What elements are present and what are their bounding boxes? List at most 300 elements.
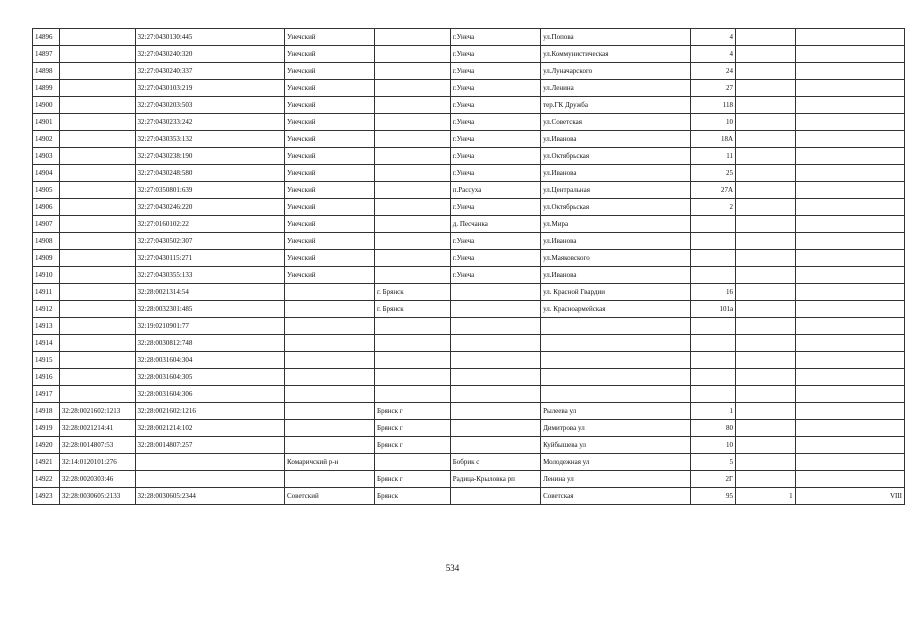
- cell-street: ул. Красной Гвардии: [541, 284, 691, 301]
- cell-row-number: 14911: [33, 284, 60, 301]
- table-row: [33, 284, 905, 301]
- cell-house-number: 10: [690, 437, 735, 454]
- cell-extra-info: [795, 165, 904, 182]
- cell-district: [285, 386, 375, 403]
- cell-extra-count: [736, 182, 796, 199]
- cell-street: [541, 318, 691, 335]
- cell-settlement: [450, 403, 540, 420]
- cell-house-number: 16: [690, 284, 735, 301]
- cell-settlement: г.Унеча: [450, 80, 540, 97]
- cell-extra-count: [736, 471, 796, 488]
- page-number: 534: [445, 563, 460, 573]
- table-row: [33, 403, 905, 420]
- cell-cadastral-number-parent: [59, 386, 135, 403]
- cell-row-number: 14904: [33, 165, 60, 182]
- cell-row-number: 14901: [33, 114, 60, 131]
- cell-extra-count: [736, 165, 796, 182]
- cell-district: Унечский: [285, 165, 375, 182]
- cell-extra-info: [795, 233, 904, 250]
- cell-extra-count: [736, 148, 796, 165]
- table-row: [33, 454, 905, 471]
- cell-district: Унечский: [285, 267, 375, 284]
- cell-cadastral-number: 32:27:0430203:503: [135, 97, 285, 114]
- cell-district: [285, 318, 375, 335]
- cell-settlement: г.Унеча: [450, 97, 540, 114]
- table-row: [33, 80, 905, 97]
- cell-district: [285, 335, 375, 352]
- cell-city: Брянск г: [375, 471, 451, 488]
- cell-cadastral-number-parent: [59, 165, 135, 182]
- cell-district: [285, 301, 375, 318]
- cell-district: [285, 369, 375, 386]
- cell-extra-info: [795, 97, 904, 114]
- cell-extra-count: [736, 63, 796, 80]
- cell-row-number: 14915: [33, 352, 60, 369]
- cell-extra-info: [795, 267, 904, 284]
- cell-city: [375, 352, 451, 369]
- cell-cadastral-number-parent: [59, 216, 135, 233]
- cell-house-number: 1: [690, 403, 735, 420]
- cell-extra-count: [736, 233, 796, 250]
- cell-street: Рылеева ул: [541, 403, 691, 420]
- cell-row-number: 14913: [33, 318, 60, 335]
- cell-extra-count: [736, 46, 796, 63]
- cell-extra-count: [736, 131, 796, 148]
- table-row: [33, 369, 905, 386]
- cell-city: [375, 148, 451, 165]
- cell-house-number: 95: [690, 488, 735, 505]
- cell-row-number: 14900: [33, 97, 60, 114]
- cell-city: [375, 369, 451, 386]
- cell-street: ул.Мира: [541, 216, 691, 233]
- cell-settlement: [450, 369, 540, 386]
- cell-street: Куйбышева ул: [541, 437, 691, 454]
- cell-settlement: [450, 301, 540, 318]
- cell-extra-count: [736, 386, 796, 403]
- cell-extra-info: [795, 301, 904, 318]
- cell-cadastral-number-parent: [59, 97, 135, 114]
- cell-house-number: 27: [690, 80, 735, 97]
- cell-cadastral-number-parent: [59, 199, 135, 216]
- cell-district: Унечский: [285, 233, 375, 250]
- cell-district: Унечский: [285, 148, 375, 165]
- cell-cadastral-number: 32:27:0430355:133: [135, 267, 285, 284]
- cell-cadastral-number-parent: 32:28:0030605:2133: [59, 488, 135, 505]
- cell-house-number: 2: [690, 199, 735, 216]
- cell-settlement: г.Унеча: [450, 131, 540, 148]
- cell-cadastral-number-parent: [59, 369, 135, 386]
- cell-settlement: г.Унеча: [450, 199, 540, 216]
- cell-house-number: [690, 318, 735, 335]
- cell-street: ул.Маяковского: [541, 250, 691, 267]
- cell-row-number: 14899: [33, 80, 60, 97]
- table-row: [33, 29, 905, 46]
- cell-house-number: 80: [690, 420, 735, 437]
- cell-street: [541, 352, 691, 369]
- cell-house-number: [690, 267, 735, 284]
- table-row: [33, 318, 905, 335]
- cell-extra-info: [795, 369, 904, 386]
- cell-row-number: 14906: [33, 199, 60, 216]
- table-row: [33, 182, 905, 199]
- table-row: [33, 233, 905, 250]
- cell-street: ул.Иванова: [541, 233, 691, 250]
- cell-city: [375, 114, 451, 131]
- cell-extra-count: [736, 420, 796, 437]
- table-row: [33, 420, 905, 437]
- cell-house-number: [690, 233, 735, 250]
- cell-extra-count: [736, 80, 796, 97]
- cell-city: Брянск: [375, 488, 451, 505]
- cell-cadastral-number-parent: [59, 250, 135, 267]
- cell-district: Советский: [285, 488, 375, 505]
- table-row: [33, 250, 905, 267]
- cell-cadastral-number-parent: [59, 352, 135, 369]
- cell-street: ул.Иванова: [541, 267, 691, 284]
- cell-extra-info: [795, 46, 904, 63]
- cell-settlement: г.Унеча: [450, 233, 540, 250]
- cell-extra-info: [795, 182, 904, 199]
- cell-row-number: 14909: [33, 250, 60, 267]
- cell-street: [541, 386, 691, 403]
- cell-extra-count: [736, 97, 796, 114]
- cell-extra-info: [795, 437, 904, 454]
- cell-city: Брянск г: [375, 403, 451, 420]
- cell-city: [375, 454, 451, 471]
- cell-cadastral-number-parent: 32:28:0020303:46: [59, 471, 135, 488]
- cell-row-number: 14896: [33, 29, 60, 46]
- table-row: [33, 97, 905, 114]
- cell-street: [541, 369, 691, 386]
- cell-city: [375, 318, 451, 335]
- cell-cadastral-number-parent: [59, 131, 135, 148]
- cell-house-number: 18А: [690, 131, 735, 148]
- cell-cadastral-number-parent: [59, 233, 135, 250]
- cell-row-number: 14919: [33, 420, 60, 437]
- cell-city: [375, 250, 451, 267]
- cell-cadastral-number-parent: [59, 267, 135, 284]
- cell-extra-count: [736, 250, 796, 267]
- cell-city: [375, 216, 451, 233]
- cell-house-number: [690, 250, 735, 267]
- cell-cadastral-number: 32:28:0031604:306: [135, 386, 285, 403]
- cell-extra-info: [795, 148, 904, 165]
- cell-extra-info: [795, 284, 904, 301]
- cell-cadastral-number-parent: [59, 182, 135, 199]
- cell-cadastral-number-parent: [59, 284, 135, 301]
- cell-settlement: г.Унеча: [450, 148, 540, 165]
- cell-row-number: 14920: [33, 437, 60, 454]
- cell-district: Унечский: [285, 29, 375, 46]
- cell-extra-count: [736, 199, 796, 216]
- cell-extra-info: [795, 63, 904, 80]
- cell-settlement: г.Унеча: [450, 267, 540, 284]
- cell-extra-info: [795, 250, 904, 267]
- cell-city: [375, 63, 451, 80]
- cell-extra-info: [795, 131, 904, 148]
- cell-district: [285, 471, 375, 488]
- cell-street: ул.Центральная: [541, 182, 691, 199]
- cell-row-number: 14902: [33, 131, 60, 148]
- cell-extra-count: 1: [736, 488, 796, 505]
- cell-street: Димитрова ул: [541, 420, 691, 437]
- cell-extra-count: [736, 301, 796, 318]
- cell-house-number: 4: [690, 46, 735, 63]
- register-table-body: [33, 29, 905, 505]
- cell-cadastral-number-parent: [59, 148, 135, 165]
- cell-extra-count: [736, 267, 796, 284]
- cell-row-number: 14914: [33, 335, 60, 352]
- cell-extra-count: [736, 29, 796, 46]
- cell-house-number: 11: [690, 148, 735, 165]
- cell-city: [375, 267, 451, 284]
- cell-settlement: п.Рассуха: [450, 182, 540, 199]
- cell-cadastral-number-parent: [59, 114, 135, 131]
- cell-settlement: [450, 318, 540, 335]
- cell-settlement: г.Унеча: [450, 114, 540, 131]
- cell-cadastral-number: 32:27:0430240:320: [135, 46, 285, 63]
- cell-settlement: г.Унеча: [450, 46, 540, 63]
- cell-street: ул.Ленина: [541, 80, 691, 97]
- cell-district: Унечский: [285, 182, 375, 199]
- cell-settlement: Радица-Крыловка рп: [450, 471, 540, 488]
- cell-row-number: 14922: [33, 471, 60, 488]
- cell-district: Унечский: [285, 97, 375, 114]
- cell-district: [285, 420, 375, 437]
- cell-cadastral-number: 32:27:0430233:242: [135, 114, 285, 131]
- cell-cadastral-number: 32:27:0430248:580: [135, 165, 285, 182]
- cell-cadastral-number: 32:27:0430246:220: [135, 199, 285, 216]
- cell-city: [375, 386, 451, 403]
- table-row: [33, 488, 905, 505]
- cell-district: Унечский: [285, 199, 375, 216]
- cell-city: [375, 46, 451, 63]
- cell-extra-info: [795, 114, 904, 131]
- cell-city: [375, 29, 451, 46]
- cell-city: [375, 165, 451, 182]
- cell-house-number: 10: [690, 114, 735, 131]
- cell-house-number: 2Г: [690, 471, 735, 488]
- cell-cadastral-number-parent: [59, 318, 135, 335]
- cell-cadastral-number: 32:28:0021314:54: [135, 284, 285, 301]
- cell-extra-count: [736, 335, 796, 352]
- table-row: [33, 148, 905, 165]
- cell-cadastral-number: 32:27:0430103:219: [135, 80, 285, 97]
- cell-district: Унечский: [285, 114, 375, 131]
- cell-row-number: 14912: [33, 301, 60, 318]
- cell-street: ул.Иванова: [541, 131, 691, 148]
- cell-cadastral-number: 32:27:0350801:639: [135, 182, 285, 199]
- cell-cadastral-number: 32:27:0430240:337: [135, 63, 285, 80]
- cell-settlement: [450, 335, 540, 352]
- cell-cadastral-number-parent: 32:28:0021214:41: [59, 420, 135, 437]
- cell-street: ул.Попова: [541, 29, 691, 46]
- cell-street: ул.Луначарского: [541, 63, 691, 80]
- table-row: [33, 216, 905, 233]
- cell-street: Советская: [541, 488, 691, 505]
- cell-extra-info: [795, 216, 904, 233]
- cell-extra-info: [795, 199, 904, 216]
- cell-cadastral-number-parent: [59, 63, 135, 80]
- cell-city: [375, 335, 451, 352]
- table-row: [33, 63, 905, 80]
- cell-cadastral-number: 32:27:0430115:271: [135, 250, 285, 267]
- cell-cadastral-number: 32:28:0021214:102: [135, 420, 285, 437]
- cell-cadastral-number-parent: [59, 29, 135, 46]
- cell-extra-info: [795, 352, 904, 369]
- cell-row-number: 14917: [33, 386, 60, 403]
- cell-city: [375, 80, 451, 97]
- cell-district: [285, 284, 375, 301]
- cell-settlement: Бобрик с: [450, 454, 540, 471]
- cell-cadastral-number: 32:28:0031604:304: [135, 352, 285, 369]
- cell-cadastral-number: 32:19:0210901:77: [135, 318, 285, 335]
- cell-row-number: 14905: [33, 182, 60, 199]
- cell-extra-count: [736, 352, 796, 369]
- cell-house-number: 4: [690, 29, 735, 46]
- table-row: [33, 131, 905, 148]
- cell-cadastral-number-parent: 32:28:0014807:53: [59, 437, 135, 454]
- cell-row-number: 14921: [33, 454, 60, 471]
- cell-street: Ленина ул: [541, 471, 691, 488]
- cell-extra-count: [736, 369, 796, 386]
- cell-extra-count: [736, 284, 796, 301]
- cell-row-number: 14910: [33, 267, 60, 284]
- cell-house-number: [690, 386, 735, 403]
- cell-settlement: д. Песчанка: [450, 216, 540, 233]
- cell-extra-info: [795, 80, 904, 97]
- cell-cadastral-number: 32:27:0160102:22: [135, 216, 285, 233]
- cell-cadastral-number: 32:28:0021602:1216: [135, 403, 285, 420]
- cell-settlement: г.Унеча: [450, 29, 540, 46]
- cell-house-number: 24: [690, 63, 735, 80]
- cell-extra-info: [795, 403, 904, 420]
- cell-extra-info: [795, 420, 904, 437]
- cell-settlement: [450, 437, 540, 454]
- cell-street: тер.ГК Дружба: [541, 97, 691, 114]
- cell-settlement: г.Унеча: [450, 63, 540, 80]
- table-row: [33, 199, 905, 216]
- cell-cadastral-number: 32:27:0430130:445: [135, 29, 285, 46]
- cell-city: [375, 131, 451, 148]
- cell-row-number: 14908: [33, 233, 60, 250]
- cell-district: Унечский: [285, 63, 375, 80]
- cell-cadastral-number: 32:27:0430238:190: [135, 148, 285, 165]
- cell-city: [375, 233, 451, 250]
- cell-city: г. Брянск: [375, 301, 451, 318]
- cell-extra-count: [736, 454, 796, 471]
- cell-cadastral-number: [135, 471, 285, 488]
- cell-cadastral-number-parent: 32:14:0120101:276: [59, 454, 135, 471]
- cell-settlement: [450, 284, 540, 301]
- cell-cadastral-number: 32:28:0014807:257: [135, 437, 285, 454]
- cell-street: [541, 335, 691, 352]
- cell-cadastral-number: 32:27:0430353:132: [135, 131, 285, 148]
- cell-street: ул.Октябрьская: [541, 148, 691, 165]
- cell-row-number: 14916: [33, 369, 60, 386]
- table-row: [33, 267, 905, 284]
- cell-street: ул.Октябрьская: [541, 199, 691, 216]
- cell-extra-info: [795, 318, 904, 335]
- cell-cadastral-number: 32:28:0030812:748: [135, 335, 285, 352]
- cell-cadastral-number-parent: [59, 80, 135, 97]
- cell-street: ул.Советская: [541, 114, 691, 131]
- table-row: [33, 46, 905, 63]
- cell-street: ул.Коммунистическая: [541, 46, 691, 63]
- cell-street: Молодежная ул: [541, 454, 691, 471]
- cell-city: [375, 97, 451, 114]
- cell-city: [375, 182, 451, 199]
- cell-district: [285, 352, 375, 369]
- cell-extra-info: [795, 471, 904, 488]
- cell-house-number: 25: [690, 165, 735, 182]
- cell-row-number: 14907: [33, 216, 60, 233]
- cell-extra-info: [795, 335, 904, 352]
- cell-house-number: 27А: [690, 182, 735, 199]
- cell-row-number: 14918: [33, 403, 60, 420]
- table-row: [33, 114, 905, 131]
- cell-district: [285, 403, 375, 420]
- cell-settlement: [450, 386, 540, 403]
- cell-settlement: [450, 488, 540, 505]
- cell-cadastral-number: 32:28:0031604:305: [135, 369, 285, 386]
- cell-row-number: 14898: [33, 63, 60, 80]
- cell-extra-count: [736, 114, 796, 131]
- cell-district: Унечский: [285, 46, 375, 63]
- cell-cadastral-number-parent: [59, 301, 135, 318]
- cell-row-number: 14897: [33, 46, 60, 63]
- cell-extra-info: [795, 29, 904, 46]
- cell-district: [285, 437, 375, 454]
- cell-cadastral-number-parent: [59, 46, 135, 63]
- table-row: [33, 471, 905, 488]
- cell-house-number: [690, 335, 735, 352]
- cell-cadastral-number: [135, 454, 285, 471]
- cell-house-number: 118: [690, 97, 735, 114]
- cell-row-number: 14903: [33, 148, 60, 165]
- cell-settlement: г.Унеча: [450, 165, 540, 182]
- cell-extra-count: [736, 318, 796, 335]
- cell-district: Комаричский р-н: [285, 454, 375, 471]
- cell-house-number: [690, 369, 735, 386]
- table-row: [33, 437, 905, 454]
- cell-cadastral-number: 32:28:0032301:485: [135, 301, 285, 318]
- table-row: [33, 335, 905, 352]
- cell-street: ул.Иванова: [541, 165, 691, 182]
- table-row: [33, 386, 905, 403]
- cell-extra-info: [795, 454, 904, 471]
- cell-city: г. Брянск: [375, 284, 451, 301]
- cell-row-number: 14923: [33, 488, 60, 505]
- cell-extra-count: [736, 216, 796, 233]
- cell-extra-info: VIII: [795, 488, 904, 505]
- table-row: [33, 352, 905, 369]
- cell-house-number: [690, 352, 735, 369]
- table-row: [33, 301, 905, 318]
- cell-district: Унечский: [285, 216, 375, 233]
- cell-cadastral-number-parent: [59, 335, 135, 352]
- cell-city: Брянск г: [375, 420, 451, 437]
- cell-city: Брянск г: [375, 437, 451, 454]
- cell-cadastral-number-parent: 32:28:0021602:1213: [59, 403, 135, 420]
- table-row: [33, 165, 905, 182]
- cell-district: Унечский: [285, 131, 375, 148]
- cell-cadastral-number: 32:28:0030605:2344: [135, 488, 285, 505]
- cell-city: [375, 199, 451, 216]
- cell-house-number: [690, 216, 735, 233]
- cell-settlement: [450, 420, 540, 437]
- cell-street: ул. Красноармейская: [541, 301, 691, 318]
